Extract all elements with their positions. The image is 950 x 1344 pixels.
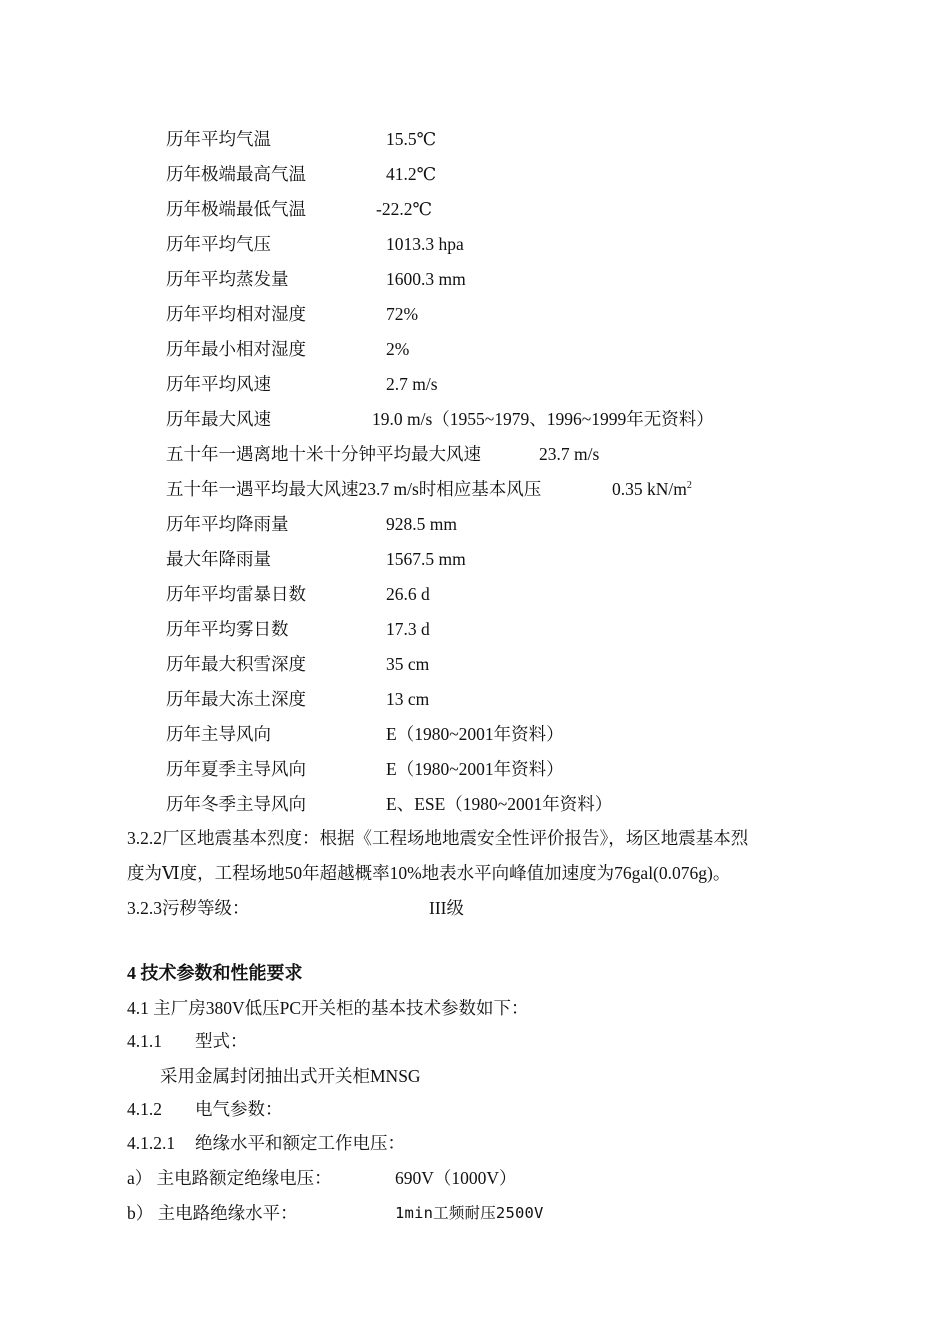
section-3-2-3: [127, 893, 727, 923]
climate-label: 历年主导风向: [166, 724, 271, 744]
climate-label: 历年夏季主导风向: [166, 759, 306, 779]
climate-value: E（1980~2001年资料）: [386, 724, 564, 744]
climate-label: 历年极端最高气温: [166, 164, 306, 184]
wind-50yr-label: 五十年一遇离地十米十分钟平均最大风速: [166, 444, 481, 464]
section-number: 4.1.1: [127, 1031, 162, 1051]
wind-50yr-value: 23.7 m/s: [539, 444, 600, 464]
section-3-2-2-line1: [127, 823, 748, 853]
climate-value: 1567.5 mm: [386, 549, 466, 569]
climate-value: 26.6 d: [386, 584, 430, 604]
climate-value: 928.5 mm: [386, 514, 457, 534]
climate-label: 历年平均气压: [166, 234, 271, 254]
section-4-1-1-body: [160, 1061, 421, 1091]
section-title: 型式：: [195, 1031, 248, 1051]
section-4-1: [127, 993, 529, 1023]
section-number: 4.1.2: [127, 1099, 162, 1119]
switchgear-type-text: 采用金属封闭抽出式开关柜MNSG: [160, 1066, 421, 1086]
section-4-heading: 4 技术参数和性能要求: [127, 963, 303, 983]
climate-label: 历年平均雷暴日数: [166, 584, 306, 604]
climate-label: 历年平均降雨量: [166, 514, 289, 534]
climate-value: -22.2℃: [376, 199, 433, 219]
section-4-1-text: 4.1 主厂房380V低压PC开关柜的基本技术参数如下：: [127, 998, 529, 1018]
section-number: 4.1.2.1: [127, 1133, 176, 1153]
climate-label: 历年最小相对湿度: [166, 339, 306, 359]
climate-value: 72%: [386, 304, 419, 324]
climate-label: 最大年降雨量: [166, 549, 271, 569]
climate-label: 历年冬季主导风向: [166, 794, 306, 814]
item-a: [127, 1163, 727, 1193]
climate-value: 1600.3 mm: [386, 269, 466, 289]
section-4-1-1: [127, 1026, 727, 1056]
section-title: 电气参数：: [195, 1099, 283, 1119]
climate-value: 41.2℃: [386, 164, 437, 184]
climate-value: 17.3 d: [386, 619, 430, 639]
climate-value: E（1980~2001年资料）: [386, 759, 564, 779]
climate-label: 历年最大风速: [166, 409, 271, 429]
climate-value: E、ESE（1980~2001年资料）: [386, 794, 613, 814]
climate-label: 历年平均雾日数: [166, 619, 289, 639]
climate-value: 2.7 m/s: [386, 374, 438, 394]
item-b-value: 1min工频耐压2500V: [395, 1204, 544, 1222]
wind-pressure-number: 0.35 kN/m: [612, 479, 687, 499]
wind-pressure-value: [612, 474, 692, 504]
section-4-1-2-1: [127, 1128, 727, 1158]
climate-label: 历年最大冻土深度: [166, 689, 306, 709]
climate-value: 2%: [386, 339, 410, 359]
pollution-grade-value: III级: [429, 898, 464, 918]
item-b-label: b） 主电路绝缘水平：: [127, 1203, 298, 1223]
climate-value: 13 cm: [386, 689, 430, 709]
unit-superscript: 2: [686, 480, 692, 492]
climate-value: 35 cm: [386, 654, 430, 674]
climate-value: 1013.3 hpa: [386, 234, 464, 254]
item-b: [127, 1198, 727, 1228]
section-title: 绝缘水平和额定工作电压：: [195, 1133, 405, 1153]
climate-value: 19.0 m/s（1955~1979、1996~1999年无资料）: [372, 409, 714, 429]
climate-label: 历年平均气温: [166, 129, 271, 149]
section-3-2-2-line2: [127, 858, 730, 888]
section-3-2-2-text-b: 度为Ⅵ度，工程场地50年超越概率10%地表水平向峰值加速度为76gal(0.076g)。: [127, 863, 731, 883]
climate-label: 历年平均相对湿度: [166, 304, 306, 324]
item-a-label: a） 主电路额定绝缘电压：: [127, 1168, 332, 1188]
climate-label: 历年最大积雪深度: [166, 654, 306, 674]
section-3-2-2-text-a: 3.2.2厂区地震基本烈度：根据《工程场地地震安全性评价报告》，场区地震基本烈: [127, 828, 749, 848]
wind-pressure-label: 五十年一遇平均最大风速23.7 m/s时相应基本风压: [166, 479, 542, 499]
section-3-2-3-label: 3.2.3污秽等级：: [127, 898, 250, 918]
climate-label: 历年平均蒸发量: [166, 269, 289, 289]
climate-value: 15.5℃: [386, 129, 437, 149]
item-a-value: 690V（1000V）: [395, 1168, 517, 1188]
climate-label: 历年极端最低气温: [166, 199, 306, 219]
climate-label: 历年平均风速: [166, 374, 271, 394]
section-4-1-2: [127, 1094, 727, 1124]
